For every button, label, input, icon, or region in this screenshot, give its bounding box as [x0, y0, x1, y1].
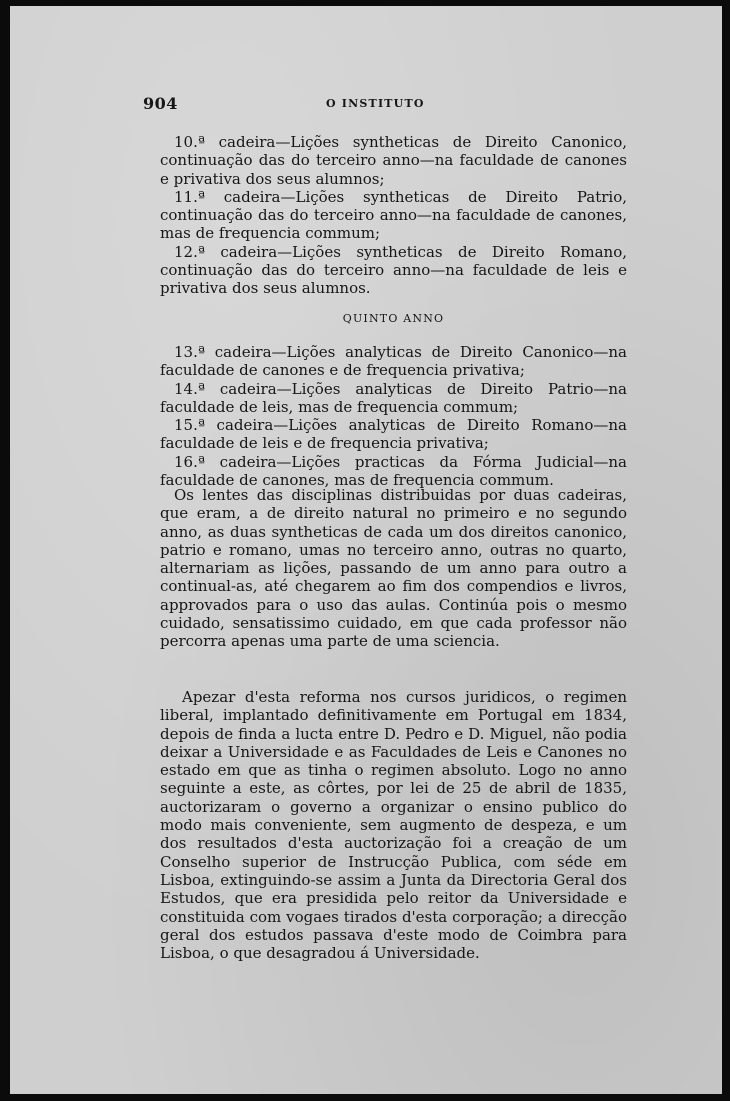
entry-11: 11.ª cadeira—Lições syntheticas de Direito Patrio, continuação das do terceiro anno—na faculdade de canones, mas de frequencia commum;: [160, 187, 627, 243]
lentes-paragraph: Os lentes das disciplinas distribuidas por duas cadeiras, que eram, a de direito natural no primeiro e no segundo anno, as duas syntheticas de cada um dos direitos canonico, patrio e romano, umas no terceiro anno, outras no quarto, alternariam as lições, passando de um anno para outro a continual-as, até chegarem ao fim dos compendios e livros, approvados para o uso das aulas. Continúa pois o mesmo cuidado, sensatissimo cuidado, em que cada professor não percorra apenas uma parte de uma sciencia.: [160, 486, 627, 651]
fourth-year-entries: [160, 133, 627, 298]
entry-10: 10.ª cadeira—Lições syntheticas de Direito Canonico, continuação das do terceiro anno—na faculdade de canones e privativa dos seus alumnos;: [160, 133, 627, 188]
page-header: [143, 94, 643, 118]
entry-16: 16.ª cadeira—Lições practicas da Fórma Judicial—na faculdade de canones, mas de frequencia commum.: [160, 452, 627, 490]
apezar-paragraph-block: [160, 688, 627, 962]
lentes-paragraph-block: [160, 486, 627, 651]
page-number: 904: [143, 94, 178, 113]
entry-14: 14.ª cadeira—Lições analyticas de Direito Patrio—na faculdade de leis, mas de frequencia commum;: [160, 379, 627, 416]
section-heading-quinto-anno: QUINTO ANNO: [342, 312, 445, 325]
running-title: O INSTITUTO: [326, 97, 425, 110]
entry-12: 12.ª cadeira—Lições syntheticas de Direito Romano, continuação das do terceiro anno—na faculdade de leis e privativa dos seus alumnos.: [160, 242, 627, 298]
book-page: [10, 6, 722, 1094]
entry-13: 13.ª cadeira—Lições analyticas de Direito Canonico—na faculdade de canones e de frequencia privativa;: [160, 343, 627, 380]
fifth-year-entries: [160, 343, 627, 489]
apezar-paragraph: Apezar d'esta reforma nos cursos juridicos, o regimen liberal, implantado definitivamente em Portugal em 1834, depois de finda a lucta entre D. Pedro e D. Miguel, não podia deixar a Universidade e as Faculdades de Leis e Canones no estado em que as tinha o regimen absoluto. Logo no anno seguinte a este, as côrtes, por lei de 25 de abril de 1835, auctorizaram o governo a organizar o ensino publico do modo mais conveniente, sem augmento de despeza, e um dos resultados d'esta auctorização foi a creação de um Conselho superior de Instrucção Publica, com séde em Lisboa, extinguindo-se assim a Junta da Directoria Geral dos Estudos, que era presidida pelo reitor da Universidade e constituida com vogaes tirados d'esta corporação; a direcção geral dos estudos passava d'este modo de Coimbra para Lisboa, o que desagradou á Universidade.: [160, 688, 627, 963]
entry-15: 15.ª cadeira—Lições analyticas de Direito Romano—na faculdade de leis e de frequencia privativa;: [160, 416, 627, 453]
